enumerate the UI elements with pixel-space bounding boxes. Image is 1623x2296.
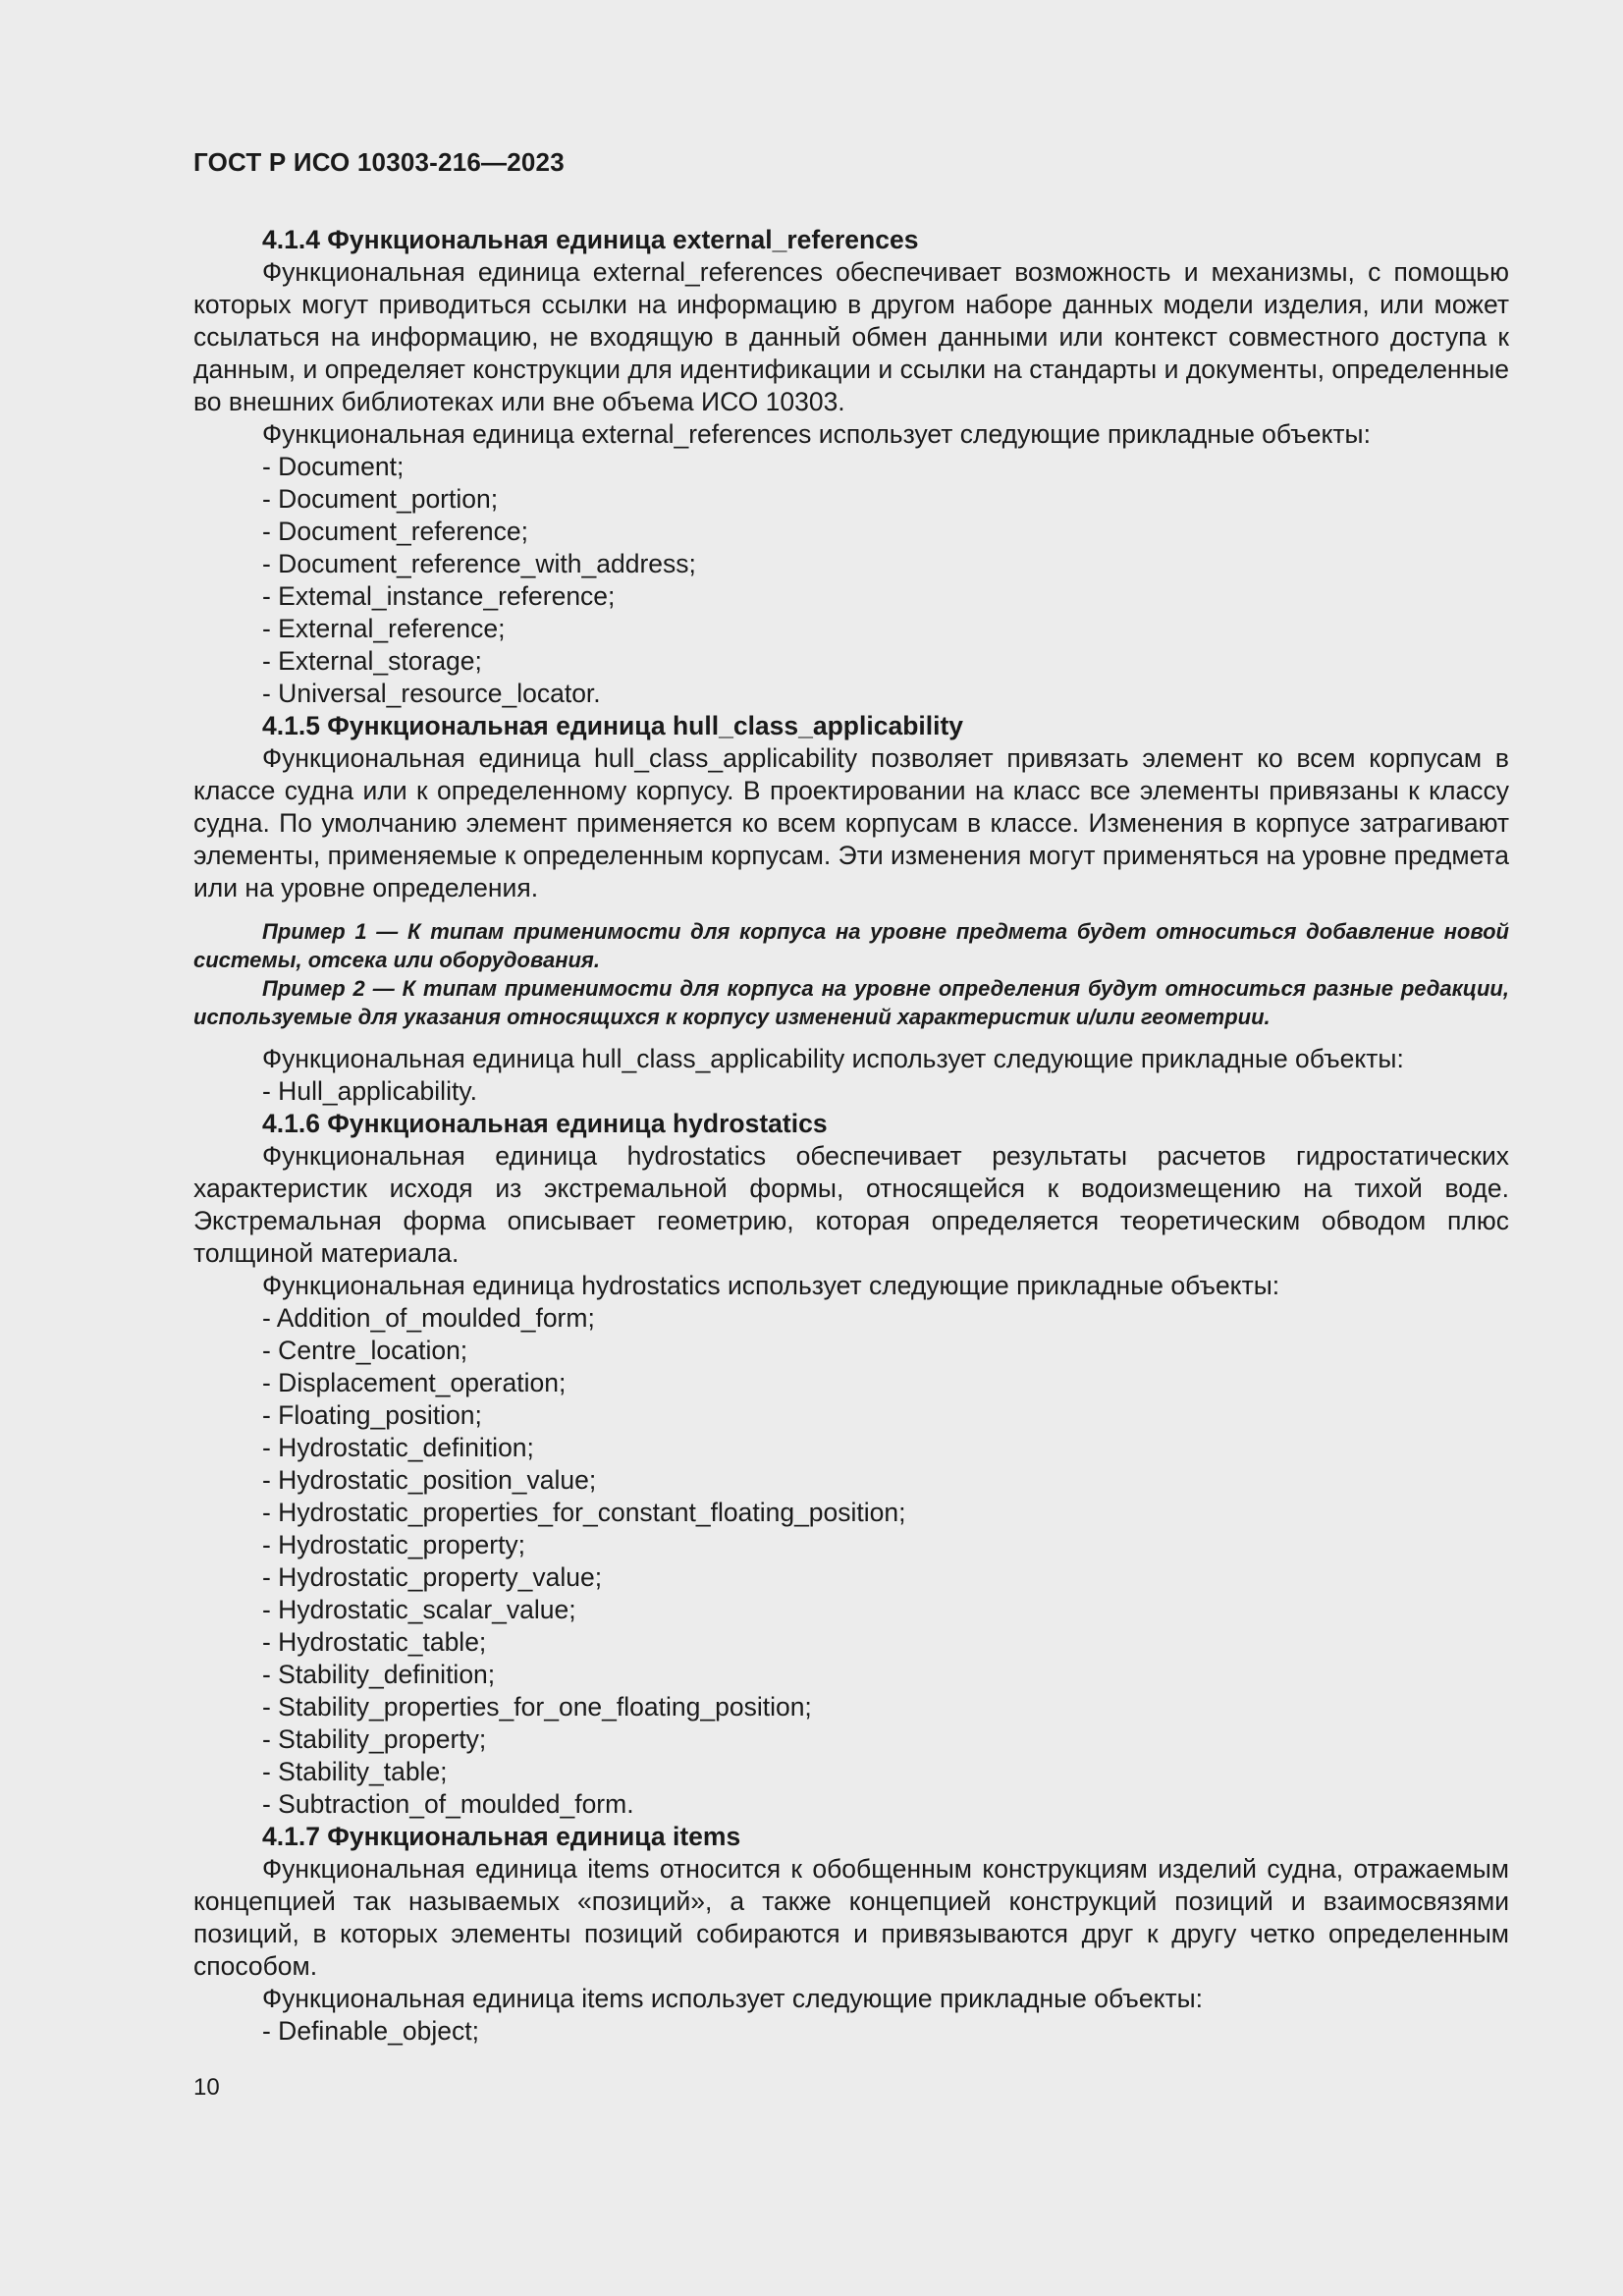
section-heading: 4.1.7 Функциональная единица items bbox=[262, 1822, 741, 1851]
list-item: - External_reference; bbox=[262, 614, 506, 643]
paragraph: Функциональная единица items использует следующие прикладные объекты: bbox=[262, 1984, 1204, 2013]
section-heading: 4.1.4 Функциональная единица external_references bbox=[262, 225, 919, 254]
section-4-1-7 bbox=[193, 1821, 1509, 2048]
list-item: - Stability_properties_for_one_floating_position; bbox=[262, 1692, 812, 1722]
section-4-1-5 bbox=[193, 710, 1509, 1108]
example-note: Пример 1 — К типам применимости для корпуса на уровне предмета будет относиться добавление новой системы, отсека или оборудования. bbox=[193, 919, 1509, 972]
list-item: - External_storage; bbox=[262, 646, 482, 676]
list-item: - Hydrostatic_table; bbox=[262, 1627, 487, 1657]
paragraph: Функциональная единица items относится к обобщенным конструкциям изделий судна, отражаемым концепцией так называемых «позиций», а также концепцией конструкций позиций и взаимосвязями позиций, в которых элементы позиций собираются и привязываются друг к другу четко определенным способом. bbox=[193, 1854, 1509, 1981]
paragraph: Функциональная единица external_references обеспечивает возможность и механизмы, с помощью которых могут приводиться ссылки на информацию в другом наборе данных модели изделия, или может ссылаться на информацию, не входящую в данный обмен данными или контекст совместного доступа к данным, и определяет конструкции для идентификации и ссылки на стандарты и документы, определенные во внешних библиотеках или вне объема ИСО 10303. bbox=[193, 257, 1509, 416]
list-item: - Addition_of_moulded_form; bbox=[262, 1303, 595, 1333]
list-item: - Floating_position; bbox=[262, 1400, 482, 1430]
paragraph: Функциональная единица hydrostatics использует следующие прикладные объекты: bbox=[262, 1271, 1280, 1300]
document-body bbox=[193, 224, 1509, 2048]
list-item: - Hydrostatic_position_value; bbox=[262, 1465, 597, 1495]
list-item: - Hydrostatic_definition; bbox=[262, 1433, 534, 1462]
document-header: ГОСТ Р ИСО 10303-216—2023 bbox=[193, 147, 565, 177]
list-item: - Hydrostatic_property; bbox=[262, 1530, 526, 1559]
list-item: - Document_reference_with_address; bbox=[262, 549, 696, 578]
list-item: - Stability_definition; bbox=[262, 1660, 496, 1689]
list-item: - Subtraction_of_moulded_form. bbox=[262, 1789, 634, 1819]
object-list bbox=[193, 1075, 1509, 1108]
list-item: - Document_portion; bbox=[262, 484, 499, 514]
list-item: - Hydrostatic_property_value; bbox=[262, 1562, 603, 1592]
list-item: - Hydrostatic_scalar_value; bbox=[262, 1595, 576, 1624]
list-item: - Document; bbox=[262, 452, 405, 481]
examples-block bbox=[193, 917, 1509, 1031]
paragraph: Функциональная единица hydrostatics обеспечивает результаты расчетов гидростатических характеристик исходя из экстремальной формы, относящейся к водоизмещению на тихой воде. Экстремальная форма описывает геометрию, которая определяется теоретическим обводом плюс толщиной материала. bbox=[193, 1141, 1509, 1268]
document-page bbox=[193, 0, 1509, 2296]
list-item: - Hydrostatic_properties_for_constant_floating_position; bbox=[262, 1498, 906, 1527]
list-item: - Document_reference; bbox=[262, 517, 529, 546]
section-heading: 4.1.6 Функциональная единица hydrostatics bbox=[262, 1109, 828, 1138]
list-item: - Stability_property; bbox=[262, 1724, 487, 1754]
list-item: - Hull_applicability. bbox=[262, 1076, 477, 1106]
object-list bbox=[193, 451, 1509, 710]
object-list bbox=[193, 2015, 1509, 2048]
section-4-1-4 bbox=[193, 224, 1509, 710]
list-item: - Definable_object; bbox=[262, 2016, 479, 2046]
example-note: Пример 2 — К типам применимости для корпуса на уровне определения будут относиться разные редакции, используемые для указания относящихся к корпусу изменений характеристик и/или геометрии. bbox=[193, 976, 1509, 1029]
object-list bbox=[193, 1302, 1509, 1821]
list-item: - Universal_resource_locator. bbox=[262, 679, 601, 708]
section-4-1-6 bbox=[193, 1108, 1509, 1821]
paragraph: Функциональная единица external_references использует следующие прикладные объекты: bbox=[262, 419, 1371, 449]
list-item: - Displacement_operation; bbox=[262, 1368, 567, 1397]
list-item: - Centre_location; bbox=[262, 1336, 468, 1365]
list-item: - Stability_table; bbox=[262, 1757, 448, 1786]
page-number: 10 bbox=[193, 2074, 220, 2101]
paragraph: Функциональная единица hull_class_applicability использует следующие прикладные объекты: bbox=[262, 1044, 1404, 1073]
section-heading: 4.1.5 Функциональная единица hull_class_applicability bbox=[262, 711, 964, 740]
paragraph: Функциональная единица hull_class_applicability позволяет привязать элемент ко всем корпусам в классе судна или к определенному корпусу. В проектировании на класс все элементы привязаны к классу судна. По умолчанию элемент применяется ко всем корпусам в классе. Изменения в корпусе затрагивают элементы, применяемые к определенным корпусам. Эти изменения могут применяться на уровне предмета или на уровне определения. bbox=[193, 743, 1509, 902]
list-item: - Extemal_instance_reference; bbox=[262, 581, 616, 611]
